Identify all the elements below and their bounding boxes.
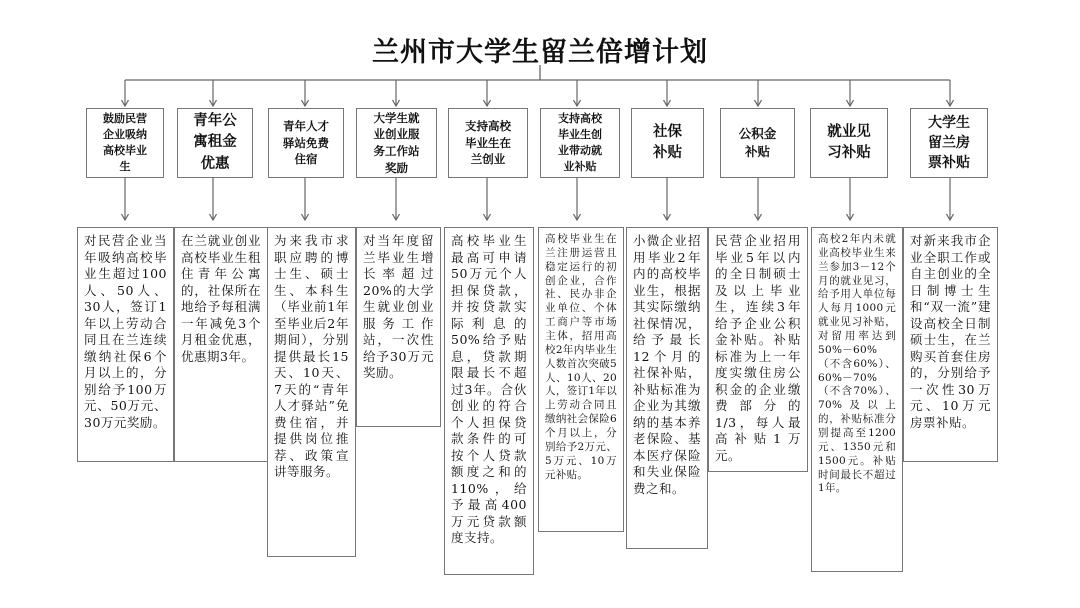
policy-heading-line: 高校毕业 [103,144,147,157]
policy-heading-line: 大学生就 [373,110,420,125]
policy-heading-line: 业补贴 [563,159,597,173]
policy-heading-line: 奖励 [385,160,408,175]
policy-heading-line: 补贴 [653,145,682,161]
policy-heading-line: 毕业生在 [465,135,511,150]
policy-heading [283,118,329,168]
policy-heading-box [910,108,988,178]
policy-detail: 为来我市求职应聘的博士生、硕士生、本科生（毕业前1年至毕业后2年期间），分别提供最长15天、10天、7天的“青年人才驿站”免费住宿，并提供岗位推荐、政策宣讲等服务。 [267,227,356,557]
policy-heading [193,111,237,174]
policy-detail: 高校毕业生在兰注册运营且稳定运行的初创企业，合作社、民办非企业单位、个体工商户等市场主体，招用高校2年内毕业生人数首次突破5人、10人、20人，签订1年以上劳动合同且缴纳社会保险6个月以上，分别给予2万元、5万元、10万元补贴。 [538,227,624,532]
policy-heading-line: 青年公 [193,113,237,130]
policy-heading-line: 鼓励民营 [103,112,147,126]
policy-heading-line: 优惠 [200,155,230,172]
policy-heading-line: 大学生 [928,114,970,131]
policy-heading-box [720,108,795,178]
policy-heading [465,118,511,168]
policy-heading-line: 业创业服 [373,127,420,142]
policy-detail: 民营企业招用毕业5年以内的全日制硕士及以上毕业生，连续3年给予企业公积金补贴。补贴标准为上一年度实缴住房公积金的企业缴费部分的1/3，每人最高补贴1万元。 [708,227,808,472]
policy-heading-line: 就业见 [827,123,871,140]
policy-heading-line: 社保 [653,123,682,140]
policy-heading-line: 补贴 [744,144,770,159]
policy-detail: 在兰就业创业高校毕业生租住青年公寓的，社保所在地给予每租满一年减免3个月租金优惠，优惠期3年。 [174,227,268,462]
policy-heading-line: 公积金 [738,125,777,141]
policy-heading [103,111,147,175]
policy-heading-box [810,108,888,178]
policy-heading [928,113,970,174]
policy-heading-line: 兰创业 [470,152,506,167]
policy-heading-line: 业带动就 [558,144,602,157]
policy-detail: 小微企业招用毕业2年内的高校毕业生，根据其实际缴纳社保情况，给予最长12个月的社保补贴，补贴标准为企业为其缴纳的基本养老保险、基本医疗保险和失业保险费之和。 [626,227,708,549]
policy-heading [374,110,420,177]
policy-heading-line: 毕业生创 [558,128,602,142]
policy-detail: 对当年度留兰毕业生增长率超过20%的大学生就业创业服务工作站，一次性给予30万元奖励。 [356,227,441,427]
policy-heading-line: 企业吸纳 [103,128,147,142]
policy-heading-box [177,108,253,178]
policy-heading-box [540,108,620,178]
policy-detail: 对民营企业当年吸纳高校毕业生超过100人、50人、30人，签订1年以上劳动合同且在兰连续缴纳社保6个月以上的，分别给予100万元、50万元、30万元奖励。 [77,227,174,462]
policy-heading-line: 支持高校 [465,118,511,133]
policy-heading-box [448,108,528,178]
policy-heading [653,122,682,164]
policy-heading-line: 习补贴 [827,145,871,161]
policy-detail: 对新来我市企业全职工作或自主创业的全日制博士生和“双一流”建设高校全日制硕士生，在兰购买首套住房的，分别给予一次性30万元、10万元房票补贴。 [903,227,998,462]
diagram-title: 兰州市大学生留兰倍增计划 [372,37,708,68]
policy-heading-line: 驿站免费 [283,135,329,150]
policy-heading [827,122,871,164]
policy-detail: 高校毕业生最高可申请50万元个人担保贷款，并按贷款实际利息的50%给予贴息，贷款期限最长不超过3年。合伙创业的符合个人担保贷款条件的可按个人贷款额度之和的110%，给予最高400万元贷款额度支持。 [444,227,534,575]
policy-heading-line: 留兰房 [928,134,970,151]
policy-heading [558,111,602,175]
policy-heading-line: 青年人才 [283,118,329,133]
policy-heading-box [356,108,437,178]
policy-heading-line: 住宿 [294,152,318,167]
policy-heading-line: 票补贴 [928,155,970,172]
policy-heading-box [631,108,704,178]
policy-heading-line: 寓租金 [193,134,237,151]
policy-heading-box [86,108,164,178]
policy-heading [739,125,777,161]
policy-heading-line: 务工作站 [373,144,420,158]
policy-heading-box [268,108,344,178]
policy-heading-line: 生 [119,159,131,173]
policy-detail: 高校2年内未就业高校毕业生来兰参加3－12个月的就业见习，给予用人单位每人每月1000元就业见习补贴，对留用率达到50%－60%（不含60%）、60%－70%（不含70%）、70%及以上的，补贴标准分别提高至1200元、1350元和1500元。补贴时间最长不超过1年。 [811,227,903,572]
policy-heading-line: 支持高校 [558,112,602,126]
